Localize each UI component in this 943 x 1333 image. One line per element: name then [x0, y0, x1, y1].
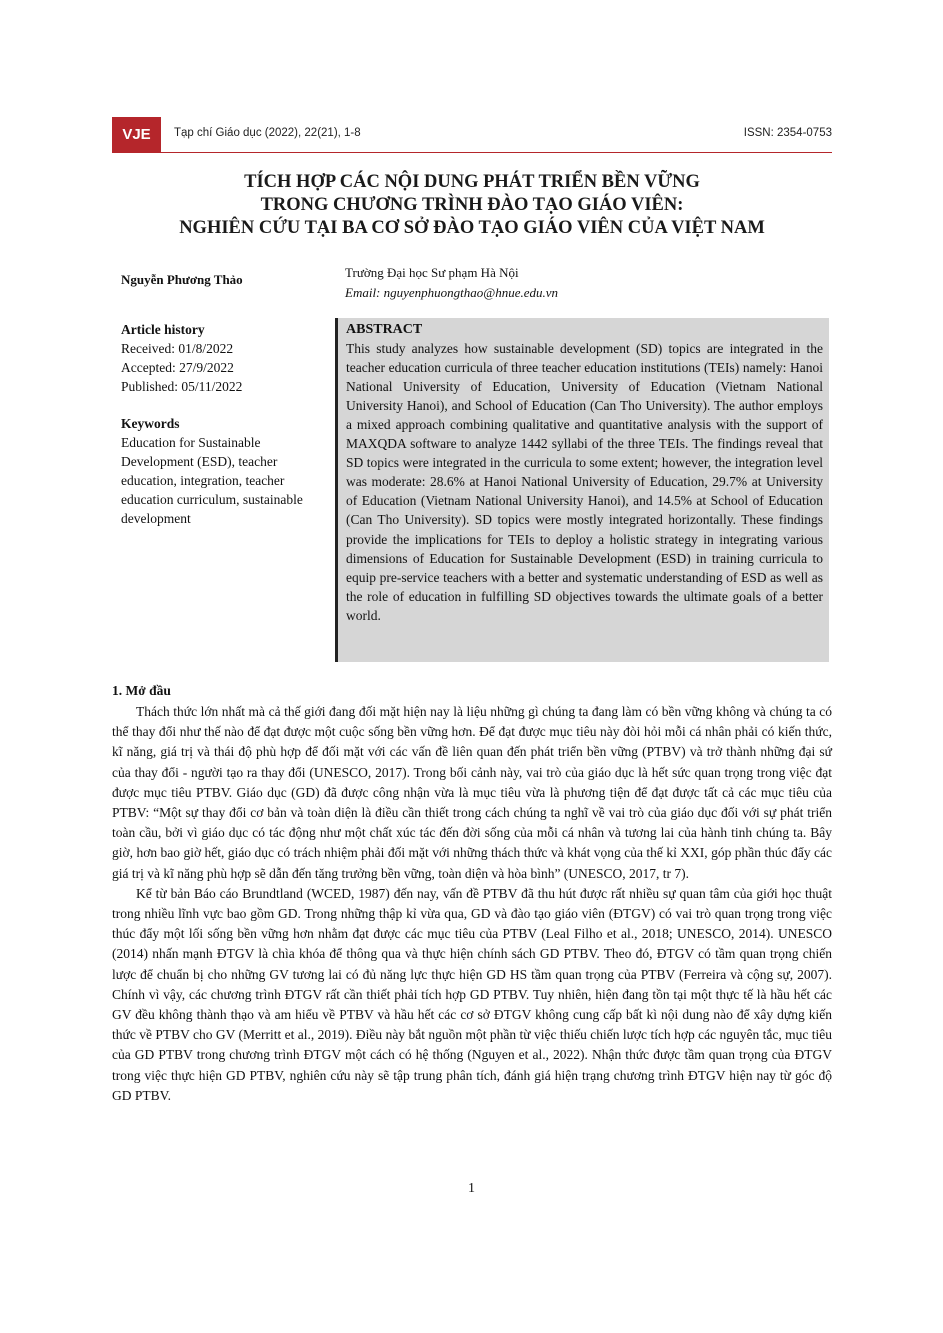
title-line: NGHIÊN CỨU TẠI BA CƠ SỞ ĐÀO TẠO GIÁO VIÊN CỦA VIỆT NAM: [179, 218, 765, 238]
title-line: TÍCH HỢP CÁC NỘI DUNG PHÁT TRIỂN BỀN VỮNG: [244, 172, 700, 192]
affiliation: Trường Đại học Sư phạm Hà Nội: [345, 265, 519, 280]
journal-header: [112, 117, 832, 153]
abstract-text: This study analyzes how sustainable development (SD) topics are integrated in the teacher education curricula of three teacher education institutions (TEIs) namely: Hanoi National University of Education, University of Education (Vietnam National University Hanoi), and School of Education (Can Tho University). The author employs a mixed approach combining qualitative and quantitative analysis with the support of MAXQDA software to analyze 1442 syllabi of the three TEIs. The findings reveal that SD topics were integrated in the curricula to some extent; however, the integration level was moderate: 28.6% at Hanoi National University of Education, 29.7% at University of Education (Vietnam National University Hanoi), and 14.5% at School of Education (Can Tho University). SD topics were mostly integrated horizontally. These findings provide the implications for TEIs to deploy a holistic strategy in integrating various dimensions of Education for Sustainable Development (ESD) in training curricula to equip pre-service teachers with a better and systematic understanding of ESD as well as the role of education in fulfilling SD objectives towards the ultimate goals of a better world.: [346, 341, 823, 623]
issn: ISSN: 2354-0753: [743, 127, 832, 139]
keywords-text: Education for Sustainable Development (ESD), teacher education, integration, teacher education curriculum, sustainable development: [121, 435, 303, 526]
article-sidebar: [121, 320, 321, 528]
accepted-date: Accepted: 27/9/2022: [121, 360, 234, 375]
paragraph: Thách thức lớn nhất mà cả thế giới đang đối mặt hiện nay là liệu những gì chúng ta đang làm có bền vững không và chúng ta có thể thay đổi như thế nào để đạt được một cuộc sống bền vững hơn. Để đạt được mục tiêu này đòi hỏi mỗi cá nhân phải có kiến thức, kĩ năng, giá trị và thái độ phù hợp để đối mặt với các vấn đề liên quan đến phát triển bền vững (PTBV) và trở thành những đại sứ của thay đổi - người tạo ra thay đổi (UNESCO, 2017). Trong bối cảnh này, vai trò của giáo dục là hết sức quan trọng trong việc đạt được mục tiêu PTBV. Giáo dục (GD) đã được công nhận vừa là mục tiêu vừa là phương tiện để đạt được tất cả các mục tiêu của PTBV: “Một sự thay đổi cơ bản và toàn diện là điều cần thiết trong cách chúng ta nghĩ về vai trò của giáo dục đối với sự phát triển toàn cầu, bởi vì giáo dục có tác động như một chất xúc tác đến đời sống của mỗi cá nhân và tương lai của hành tinh chúng ta. Bây giờ, hơn bao giờ hết, giáo dục có trách nhiệm phải đối mặt với những thách thức và khát vọng của thế kỉ XXI, góp phần thúc đẩy các giá trị và kĩ năng phù hợp sẽ dẫn đến tăng trưởng bền vững, toàn diện và hòa bình” (UNESCO, 2017, tr 7).: [112, 704, 832, 881]
published-date: Published: 05/11/2022: [121, 379, 243, 394]
abstract-box: [335, 318, 829, 662]
abstract-heading: ABSTRACT: [346, 322, 423, 337]
title-line: TRONG CHƯƠNG TRÌNH ĐÀO TẠO GIÁO VIÊN:: [260, 195, 684, 215]
page-number: 1: [468, 1181, 475, 1196]
keywords-heading: Keywords: [121, 416, 180, 431]
journal-badge: VJE: [112, 117, 161, 153]
article-title: [112, 171, 832, 240]
author-email: Email: nguyenphuongthao@hnue.edu.vn: [345, 285, 559, 300]
author-affiliation: [345, 263, 558, 303]
paragraph: Kể từ bản Báo cáo Brundtland (WCED, 1987) đến nay, vấn đề PTBV đã thu hút được rất nhiều sự quan tâm của giới học thuật trong nhiều lĩnh vực bao gồm GD. Trong những thập kỉ vừa qua, GD và đào tạo giáo viên (ĐTGV) có vai trò quan trọng trong việc thúc đẩy một lối sống bền vững hơn nhằm đạt được các mục tiêu của PTBV (Leal Filho et al., 2018; UNESCO, 2014). UNESCO (2014) nhấn mạnh ĐTGV là chìa khóa để thông qua và thực hiện chính sách GD PTBV. Theo đó, ĐTGV có tầm quan trọng chiến lược để chuẩn bị cho những GV tương lai có đủ năng lực thực hiện GD HS tầm quan trọng của PTBV (Ferreira và cộng sự, 2007). Chính vì vậy, các chương trình ĐTGV rất cần thiết phải tích hợp GD PTBV. Tuy nhiên, hiện đang tồn tại một thực tế là hầu hết các GV đều không thành thạo và am hiểu về PTBV và hầu hết các cơ sở ĐTGV không cung cấp bất kì nội dung nào để xây dựng kiến thức về PTBV cho GV (Merritt et al., 2019). Điều này bắt nguồn một phần từ việc thiếu chiến lược tích hợp các nguyên tắc, mục tiêu của GD PTBV trong chương trình ĐTGV một cách có hệ thống (Nguyen et al., 2022). Nhận thức được tầm quan trọng của ĐTGV trong việc thực hiện GD PTBV, nghiên cứu này sẽ tập trung phân tích, đánh giá hiện trạng chương trình ĐTGV hiện nay từ góc độ GD PTBV.: [112, 885, 832, 1103]
article-history-heading: Article history: [121, 322, 205, 337]
journal-citation: Tạp chí Giáo dục (2022), 22(21), 1-8: [174, 127, 361, 139]
author-name: Nguyễn Phương Thảo: [121, 272, 243, 287]
section-heading: 1. Mở đầu: [112, 683, 171, 698]
body-text: [112, 702, 832, 1106]
header-rule: [161, 152, 832, 153]
received-date: Received: 01/8/2022: [121, 341, 234, 356]
